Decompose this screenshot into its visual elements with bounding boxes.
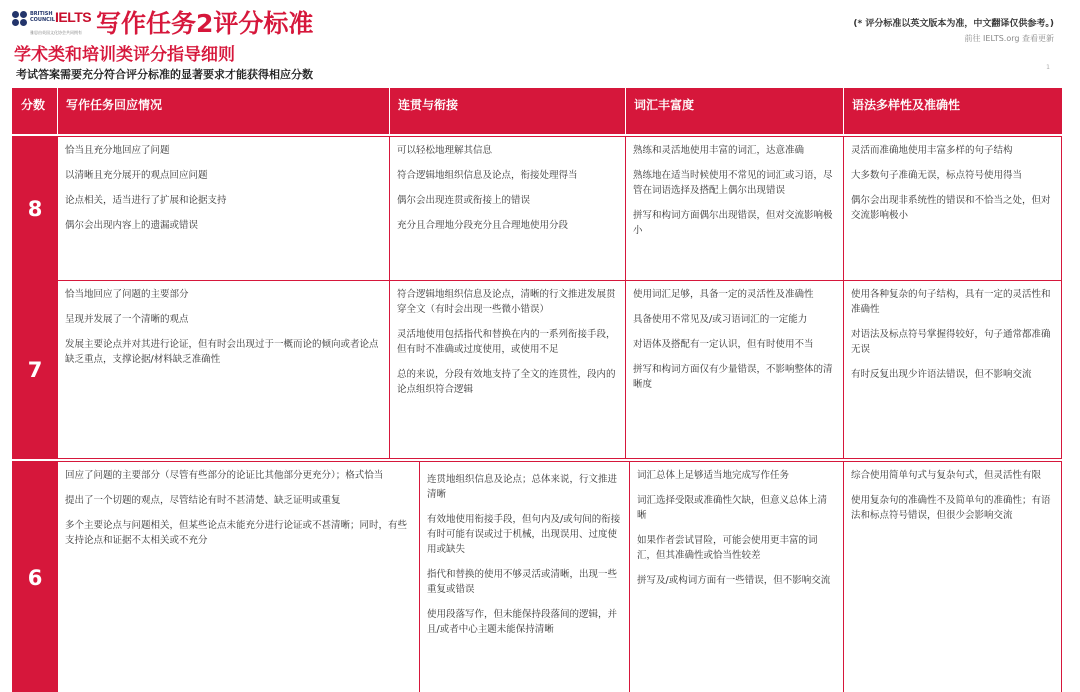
- cell-task-response-8: [58, 137, 390, 280]
- page-header: [0, 0, 1080, 88]
- criterion-text: 如果作者尝试冒险，可能会使用更丰富的词汇，但其准确性或恰当性较差: [637, 535, 818, 561]
- criterion-text: 发展主要论点并对其进行论证，但有时会出现过于一概而论的倾向或者论点缺乏重点，支撑论据/材料缺乏准确性: [65, 339, 379, 365]
- ielts-org-link[interactable]: 前往 IELTS.org 查看更新: [964, 34, 1054, 43]
- criterion-text: 拼写和构词方面仅有少量错误，不影响整体的清晰度: [633, 364, 833, 390]
- criterion-text: 熟练地在适当时候使用不常见的词汇或习语，尽管在词语选择及搭配上偶尔出现错误: [633, 170, 833, 196]
- criterion-text: 大多数句子准确无误，标点符号使用得当: [851, 170, 1023, 181]
- band-score-8: 8: [12, 137, 58, 280]
- band-row-8: [12, 136, 1062, 281]
- criterion-text: 使用各种复杂的句子结构，具有一定的灵活性和准确性: [851, 289, 1051, 315]
- logo-group: [12, 8, 92, 36]
- criterion-text: 偶尔会出现非系统性的错误和不恰当之处，但对交流影响极小: [851, 195, 1051, 221]
- cell-lexical-8: [626, 137, 844, 280]
- british-council-logo-icon: [12, 11, 28, 27]
- cell-lexical-6: [630, 462, 844, 692]
- criterion-text: 以清晰且充分展开的观点回应问题: [65, 170, 208, 181]
- criterion-text: 偶尔会出现内容上的遗漏或错误: [65, 220, 199, 231]
- criterion-text: 使用复杂句的准确性不及简单句的准确性；有语法和标点符号错误，但很少会影响交流: [851, 495, 1051, 521]
- cell-coherence-6: [420, 462, 630, 692]
- column-header-lexical: 词汇丰富度: [626, 88, 844, 134]
- column-header-task-response: 写作任务回应情况: [58, 88, 390, 134]
- criterion-text: 有效地使用衔接手段，但句内及/或句间的衔接有时可能有误或过于机械，出现误用、过度使用或缺失: [427, 514, 621, 555]
- cell-task-response-7: [58, 281, 390, 458]
- cell-coherence-7: [390, 281, 626, 458]
- column-header-score: 分数: [12, 88, 58, 134]
- cell-coherence-8: [390, 137, 626, 280]
- criterion-text: 使用段落写作，但未能保持段落间的逻辑，并且/或者中心主题未能保持清晰: [427, 609, 618, 635]
- criterion-text: 词汇总体上足够适当地完成写作任务: [637, 470, 790, 481]
- page-number: 1: [1046, 64, 1050, 71]
- cell-grammar-7: [844, 281, 1062, 458]
- criterion-text: 具备使用不常见及/或习语词汇的一定能力: [633, 314, 808, 325]
- rubric-table: [12, 88, 1062, 692]
- criterion-text: 灵活地使用包括指代和替换在内的一系列衔接手段，但有时不准确或过度使用，或使用不足: [397, 329, 616, 355]
- ielts-logo: IELTS: [55, 9, 92, 25]
- criterion-text: 对语体及搭配有一定认识，但有时使用不当: [633, 339, 814, 350]
- criterion-text: 有时反复出现少许语法错误，但不影响交流: [851, 369, 1032, 380]
- criterion-text: 连贯地组织信息及论点；总体来说，行文推进清晰: [427, 474, 618, 500]
- cell-grammar-8: [844, 137, 1062, 280]
- criterion-text: 熟练和灵活地使用丰富的词汇，达意准确: [633, 145, 805, 156]
- criterion-text: 回应了问题的主要部分（尽管有些部分的论证比其他部分更充分）；格式恰当: [65, 470, 384, 481]
- criterion-text: 偶尔会出现连贯或衔接上的错误: [397, 195, 531, 206]
- cell-grammar-6: [844, 462, 1062, 692]
- criterion-text: 综合使用简单句式与复杂句式，但灵活性有限: [851, 470, 1042, 481]
- logo-subtext: 雅思由英国文化协会共同拥有: [30, 30, 82, 35]
- band-score-7: 7: [12, 281, 58, 458]
- criterion-text: 拼写及/或构词方面有一些错误，但不影响交流: [637, 575, 831, 586]
- band-row-7: [12, 281, 1062, 459]
- criterion-text: 恰当且充分地回应了问题: [65, 145, 170, 156]
- criterion-text: 可以轻松地理解其信息: [397, 145, 493, 156]
- criterion-text: 指代和替换的使用不够灵活或清晰，出现一些重复或错误: [427, 569, 618, 595]
- criterion-text: 灵活而准确地使用丰富多样的句子结构: [851, 145, 1013, 156]
- translation-note: (* 评分标准以英文版本为准，中文翻译仅供参考。): [853, 19, 1054, 29]
- column-header-grammar: 语法多样性及准确性: [852, 98, 961, 112]
- column-header-coherence: 连贯与衔接: [390, 88, 626, 134]
- criterion-text: 使用词汇足够，具备一定的灵活性及准确性: [633, 289, 814, 300]
- page-title: 写作任务2评分标准: [96, 9, 314, 38]
- criterion-text: 符合逻辑地组织信息及论点，衔接处理得当: [397, 170, 578, 181]
- criterion-text: 对语法及标点符号掌握得较好，句子通常都准确无误: [851, 329, 1051, 355]
- criterion-text: 论点相关，适当进行了扩展和论据支持: [65, 195, 227, 206]
- cell-task-response-6: [58, 462, 420, 692]
- criterion-text: 充分且合理地分段充分且合理地使用分段: [397, 220, 569, 231]
- criterion-text: 词汇选择受限或准确性欠缺，但意义总体上清晰: [637, 495, 828, 521]
- criterion-text: 总的来说，分段有效地支持了全文的连贯性，段内的论点组织符合逻辑: [397, 369, 616, 395]
- criterion-text: 拼写和构词方面偶尔出现错误，但对交流影响极小: [633, 210, 833, 236]
- british-council-logo-text: BRITISH COUNCIL: [30, 11, 55, 23]
- criterion-text: 提出了一个切题的观点，尽管结论有时不甚清楚、缺乏证明或重复: [65, 495, 341, 506]
- page-subtitle: 学术类和培训类评分指导细则: [14, 45, 235, 65]
- table-header-row: [12, 88, 1062, 134]
- cell-lexical-7: [626, 281, 844, 458]
- intro-text: 考试答案需要充分符合评分标准的显著要求才能获得相应分数: [16, 68, 313, 81]
- criterion-text: 符合逻辑地组织信息及论点，清晰的行文推进发展贯穿全文（有时会出现一些微小错误）: [397, 289, 616, 315]
- band-score-6: 6: [12, 462, 58, 692]
- band-row-6: [12, 461, 1062, 692]
- criterion-text: 恰当地回应了问题的主要部分: [65, 289, 189, 300]
- criterion-text: 多个主要论点与问题相关，但某些论点未能充分进行论证或不甚清晰；同时，有些支持论点和证据不太相关或不充分: [65, 520, 408, 546]
- criterion-text: 呈现并发展了一个清晰的观点: [65, 314, 189, 325]
